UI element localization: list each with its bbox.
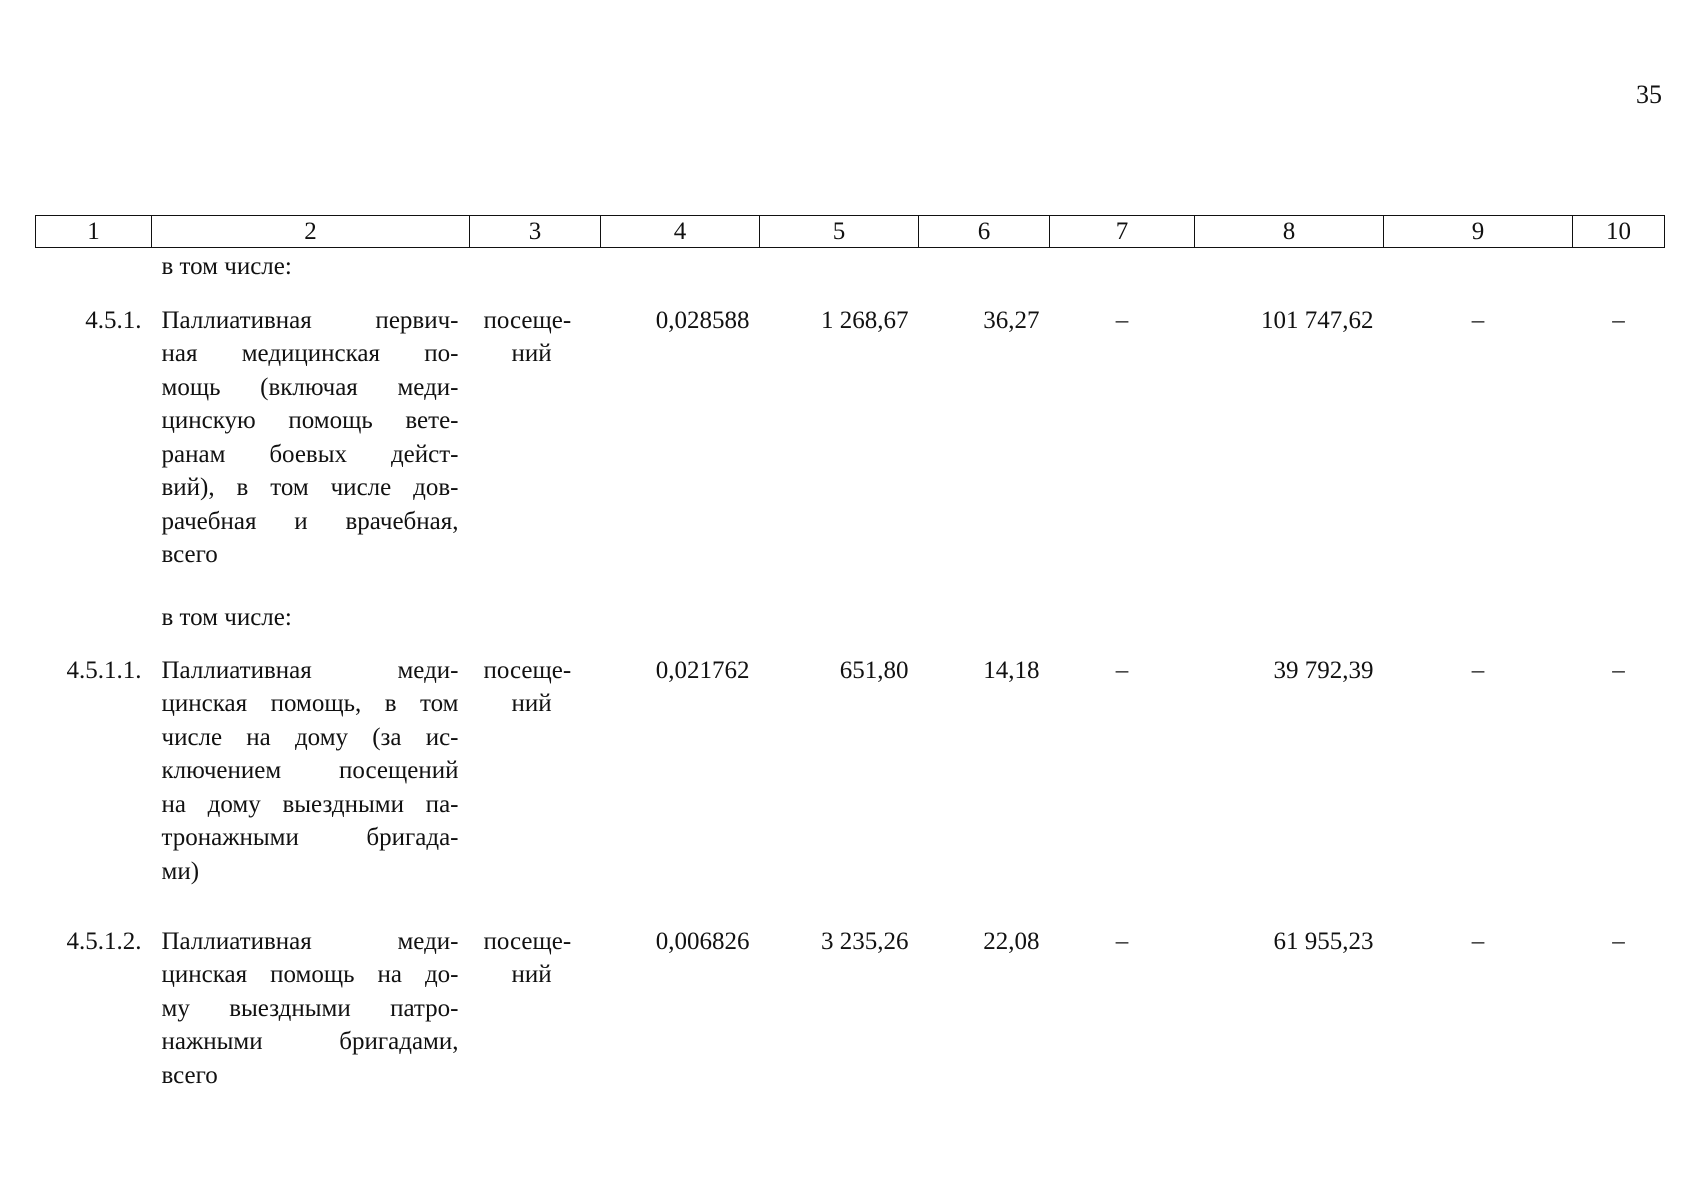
row-unit-line: ний [511,961,552,988]
column-number-header-row [36,216,1665,248]
row-col8-value: 39 792,39 [1273,656,1374,684]
row-unit-line: ний [511,340,552,367]
row-name-line: нажными бригадами, [161,1028,459,1055]
row-name-line: ключением посещений [161,757,459,784]
row-code: 4.5.1.2. [66,927,142,955]
table-row [36,654,1665,917]
row-name-line: Паллиативная меди- [161,927,459,955]
row-name-line: вий), в том числе дов- [161,474,459,501]
column-header-5: 5 [760,216,919,248]
column-header-1: 1 [36,216,152,248]
row-col5-value: 651,80 [839,656,909,684]
row-name-line: всего [161,541,218,568]
subsection-label: в том числе: [161,253,292,280]
row-name-line: Паллиативная меди- [161,656,459,684]
row-col4-value: 0,006826 [655,927,750,955]
row-name-line: числе на дому (за ис- [161,723,459,751]
data-table [35,215,1665,1092]
row-name [152,284,470,601]
row-name-line: му выездными патро- [161,994,459,1022]
row-name [152,917,470,1093]
row-name-line: цинская помощь, в том [161,690,459,717]
row-col7-value: – [1115,306,1129,334]
row-name-line: Паллиативная первич- [161,306,459,334]
row-name-line: рачебная и врачебная, [161,507,459,535]
subsection-label-row [36,248,1665,284]
row-name-line: на дому выездными па- [161,790,459,818]
row-col4-value: 0,021762 [655,656,750,684]
row-name-line: мощь (включая меди- [161,373,459,401]
column-header-3: 3 [470,216,601,248]
row-unit [470,654,601,917]
row-col9-value: – [1471,656,1485,684]
subsection-label: в том числе: [161,603,292,631]
column-header-6: 6 [919,216,1050,248]
row-name [152,654,470,917]
row-col10-value: – [1612,306,1625,334]
column-header-10: 10 [1573,216,1665,248]
row-col7-value: – [1115,656,1129,684]
row-code: 4.5.1.1. [66,656,142,684]
row-col5-value: 3 235,26 [821,927,909,955]
table-row [36,917,1665,1093]
row-col6-value: 14,18 [983,656,1040,684]
column-header-8: 8 [1195,216,1384,248]
row-code: 4.5.1. [85,306,142,334]
row-name-line: цинская помощь на до- [161,961,459,988]
row-col10-value: – [1612,656,1625,684]
row-unit [470,284,601,601]
row-name-line: цинскую помощь вете- [161,407,459,434]
row-col10-value: – [1612,927,1625,955]
row-col9-value: – [1471,927,1485,955]
row-name-line: ми) [161,857,200,885]
row-unit-line: посеще- [483,927,572,955]
row-unit-line: ний [511,690,552,717]
row-col9-value: – [1471,306,1485,334]
row-col8-value: 101 747,62 [1261,306,1374,334]
column-header-2: 2 [152,216,470,248]
row-unit-line: посеще- [483,306,572,334]
row-name-line: ная медицинская по- [161,340,459,367]
row-name-line: всего [161,1061,218,1089]
row-col7-value: – [1115,927,1129,955]
table-row [36,284,1665,601]
row-col5-value: 1 268,67 [821,306,909,334]
row-col6-value: 36,27 [983,306,1040,334]
row-col8-value: 61 955,23 [1273,927,1374,955]
row-name-line: ранам боевых дейст- [161,440,459,468]
page-number: 35 [1636,80,1662,109]
column-header-9: 9 [1384,216,1573,248]
row-unit [470,917,601,1093]
column-header-4: 4 [601,216,760,248]
row-unit-line: посеще- [483,656,572,684]
row-col4-value: 0,028588 [655,306,750,334]
column-header-7: 7 [1050,216,1195,248]
row-col6-value: 22,08 [983,927,1040,955]
subsection-label-row [36,601,1665,654]
row-name-line: тронажными бригада- [161,824,459,851]
